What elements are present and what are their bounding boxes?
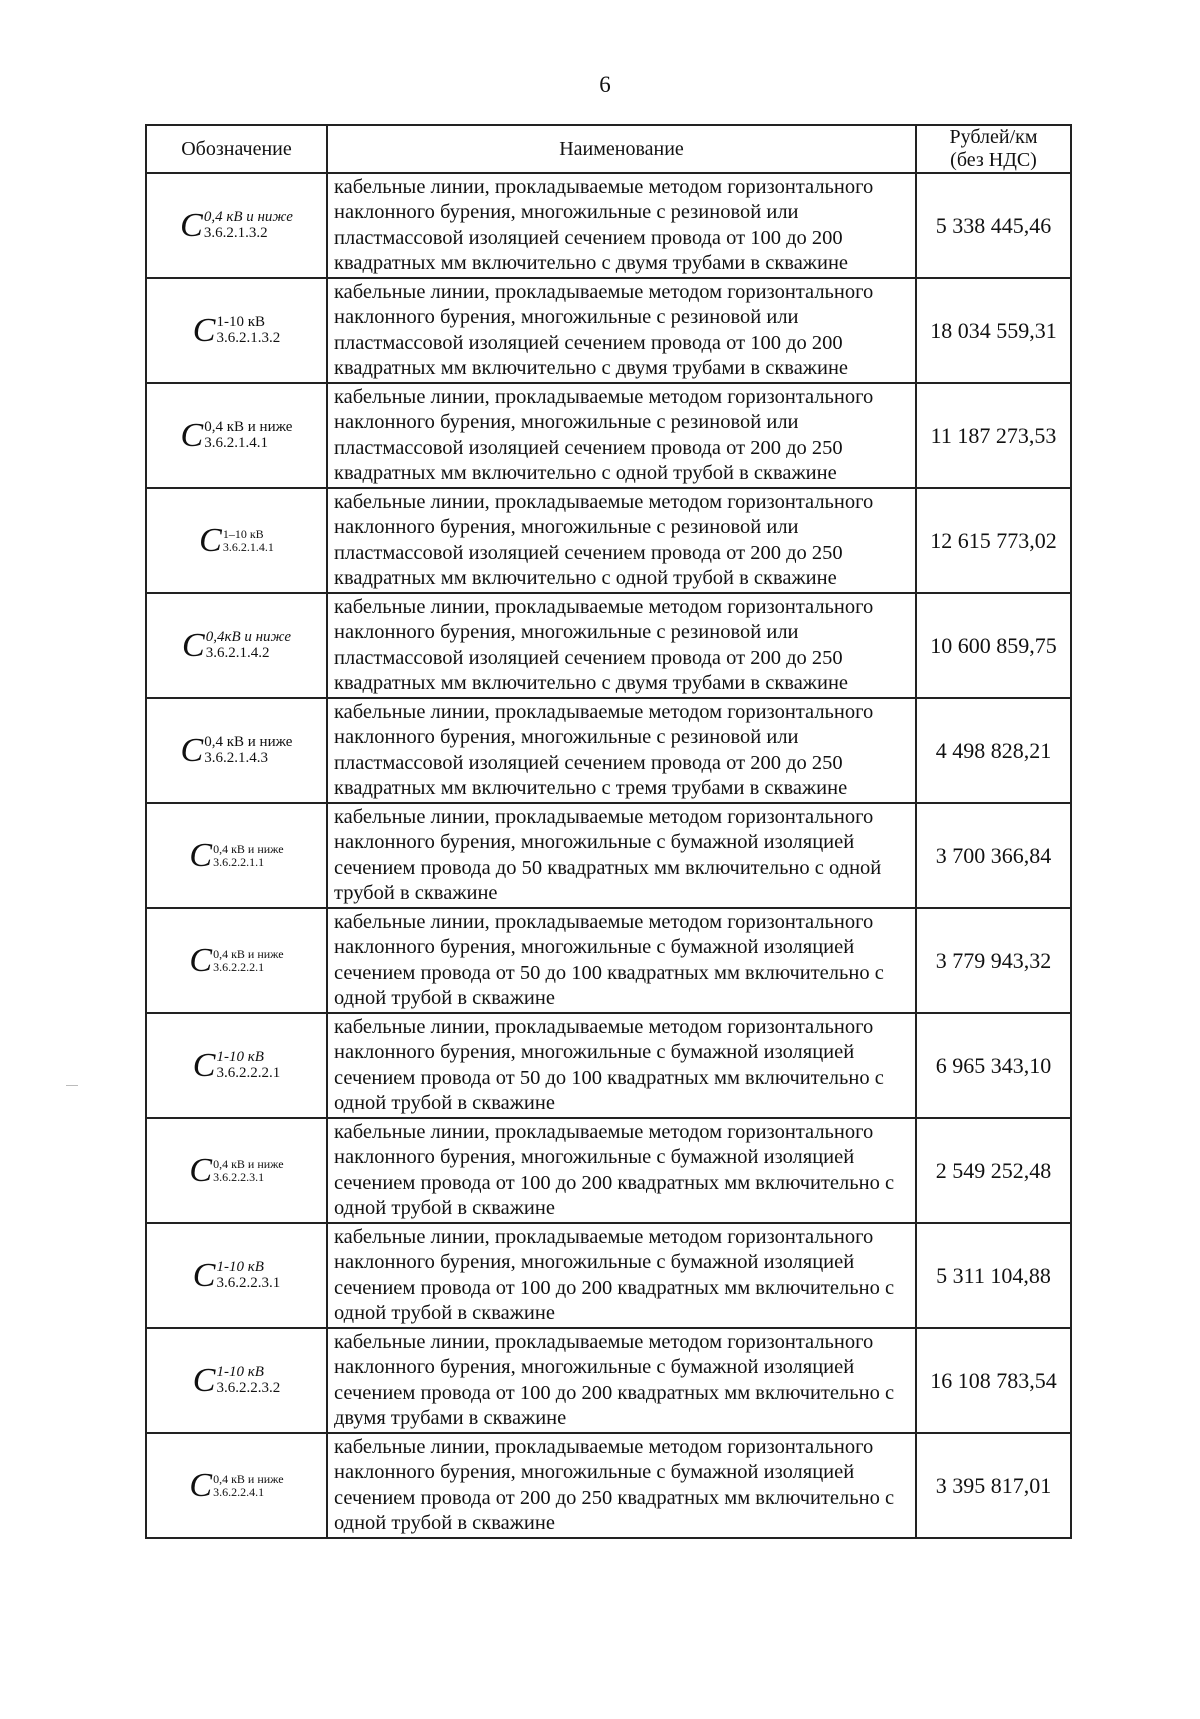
voltage-superscript: 0,4 кВ и ниже — [213, 1471, 284, 1486]
voltage-superscript: 0,4 кВ и ниже — [204, 733, 293, 750]
designation-cell — [146, 1433, 327, 1538]
table-row — [146, 1433, 1071, 1538]
designation-symbol — [189, 941, 284, 979]
designation-cell — [146, 1223, 327, 1328]
designation-symbol — [180, 731, 293, 769]
code-subscript: 3.6.2.1.4.1 — [222, 539, 274, 554]
price-cell: 3 395 817,01 — [916, 1433, 1071, 1538]
symbol-c: C — [182, 626, 205, 664]
name-cell: кабельные линии, прокладываемые методом горизонтального наклонного бурения, многожильные с бумажной изоляцией сечением провода от 50 до 100 квадратных мм включительно с одной трубой в скважине — [327, 908, 916, 1013]
price-cell: 3 779 943,32 — [916, 908, 1071, 1013]
name-cell: кабельные линии, прокладываемые методом горизонтального наклонного бурения, многожильные с резиновой или пластмассовой изоляцией сечением провода от 200 до 250 квадратных мм включительно с двумя трубами в скважине — [327, 593, 916, 698]
symbol-c: C — [199, 521, 222, 559]
designation-cell — [146, 278, 327, 383]
designation-cell — [146, 488, 327, 593]
designation-cell — [146, 1118, 327, 1223]
tariff-table — [145, 124, 1072, 1539]
voltage-superscript: 0,4 кВ и ниже — [204, 418, 293, 435]
table-row — [146, 1013, 1071, 1118]
price-cell: 10 600 859,75 — [916, 593, 1071, 698]
symbol-c: C — [192, 311, 216, 349]
table-row — [146, 698, 1071, 803]
table-header-row — [146, 125, 1071, 173]
table-row — [146, 383, 1071, 488]
symbol-c: C — [180, 206, 203, 244]
code-subscript: 3.6.2.2.2.1 — [213, 959, 265, 974]
symbol-c: C — [189, 836, 213, 874]
name-cell: кабельные линии, прокладываемые методом горизонтального наклонного бурения, многожильные с резиновой или пластмассовой изоляцией сечением провода от 100 до 200 квадратных мм включительно с двумя трубами в скважине — [327, 173, 916, 278]
table-row — [146, 278, 1071, 383]
designation-symbol — [189, 1151, 284, 1189]
price-cell: 12 615 773,02 — [916, 488, 1071, 593]
table-row — [146, 173, 1071, 278]
header-name: Наименование — [327, 125, 916, 173]
code-subscript: 3.6.2.1.3.2 — [203, 224, 268, 241]
code-subscript: 3.6.2.2.1.1 — [213, 854, 265, 869]
code-subscript: 3.6.2.1.3.2 — [216, 329, 281, 346]
code-subscript: 3.6.2.1.4.3 — [204, 749, 268, 766]
symbol-c: C — [189, 1151, 213, 1189]
name-cell: кабельные линии, прокладываемые методом горизонтального наклонного бурения, многожильные с бумажной изоляцией сечением провода от 50 до 100 квадратных мм включительно с одной трубой в скважине — [327, 1013, 916, 1118]
designation-cell — [146, 1328, 327, 1433]
table-row — [146, 803, 1071, 908]
table-row — [146, 1118, 1071, 1223]
voltage-superscript: 1-10 кВ — [216, 1048, 264, 1065]
symbol-c: C — [189, 1466, 213, 1504]
price-cell: 4 498 828,21 — [916, 698, 1071, 803]
designation-cell — [146, 803, 327, 908]
voltage-superscript: 0,4 кВ и ниже — [203, 208, 293, 225]
symbol-c: C — [180, 416, 204, 454]
voltage-superscript: 0,4кВ и ниже — [205, 628, 291, 645]
page-number: 6 — [599, 72, 611, 97]
designation-symbol — [180, 206, 293, 244]
code-subscript: 3.6.2.1.4.1 — [204, 434, 268, 451]
designation-symbol — [182, 626, 291, 664]
header-price — [916, 125, 1071, 173]
designation-symbol — [180, 416, 293, 454]
name-cell: кабельные линии, прокладываемые методом горизонтального наклонного бурения, многожильные с резиновой или пластмассовой изоляцией сечением провода от 200 до 250 квадратных мм включительно с тремя трубами в скважине — [327, 698, 916, 803]
designation-cell — [146, 173, 327, 278]
name-cell: кабельные линии, прокладываемые методом горизонтального наклонного бурения, многожильные с резиновой или пластмассовой изоляцией сечением провода от 100 до 200 квадратных мм включительно с двумя трубами в скважине — [327, 278, 916, 383]
voltage-superscript: 0,4 кВ и ниже — [213, 946, 284, 961]
symbol-c: C — [192, 1046, 216, 1084]
voltage-superscript: 1-10 кВ — [216, 313, 266, 330]
price-cell: 5 338 445,46 — [916, 173, 1071, 278]
designation-symbol — [189, 836, 284, 874]
symbol-c: C — [192, 1256, 216, 1294]
designation-cell — [146, 908, 327, 1013]
name-cell: кабельные линии, прокладываемые методом горизонтального наклонного бурения, многожильные с бумажной изоляцией сечением провода от 100 до 200 квадратных мм включительно с двумя трубами в скважине — [327, 1328, 916, 1433]
voltage-superscript: 0,4 кВ и ниже — [213, 1156, 284, 1171]
symbol-c: C — [189, 941, 213, 979]
name-cell: кабельные линии, прокладываемые методом горизонтального наклонного бурения, многожильные с бумажной изоляцией сечением провода до 50 квадратных мм включительно с одной трубой в скважине — [327, 803, 916, 908]
code-subscript: 3.6.2.1.4.2 — [205, 644, 270, 661]
price-cell: 3 700 366,84 — [916, 803, 1071, 908]
name-cell: кабельные линии, прокладываемые методом горизонтального наклонного бурения, многожильные с резиновой или пластмассовой изоляцией сечением провода от 200 до 250 квадратных мм включительно с одной трубой в скважине — [327, 383, 916, 488]
code-subscript: 3.6.2.2.3.2 — [216, 1379, 281, 1396]
designation-symbol — [189, 1466, 284, 1504]
price-cell: 18 034 559,31 — [916, 278, 1071, 383]
code-subscript: 3.6.2.2.2.1 — [216, 1064, 281, 1081]
table-row — [146, 1328, 1071, 1433]
designation-cell — [146, 698, 327, 803]
price-cell: 2 549 252,48 — [916, 1118, 1071, 1223]
table-row — [146, 1223, 1071, 1328]
code-subscript: 3.6.2.2.4.1 — [213, 1484, 265, 1499]
name-cell: кабельные линии, прокладываемые методом горизонтального наклонного бурения, многожильные с бумажной изоляцией сечением провода от 100 до 200 квадратных мм включительно с одной трубой в скважине — [327, 1223, 916, 1328]
table-row — [146, 488, 1071, 593]
table-row — [146, 908, 1071, 1013]
voltage-superscript: 0,4 кВ и ниже — [213, 841, 284, 856]
designation-symbol — [192, 1256, 281, 1294]
price-cell: 5 311 104,88 — [916, 1223, 1071, 1328]
header-price-line1: Рублей/км — [949, 126, 1038, 148]
voltage-superscript: 1–10 кВ — [222, 526, 264, 541]
designation-cell — [146, 1013, 327, 1118]
table-row — [146, 593, 1071, 698]
designation-symbol — [192, 311, 281, 349]
designation-cell — [146, 383, 327, 488]
name-cell: кабельные линии, прокладываемые методом горизонтального наклонного бурения, многожильные с бумажной изоляцией сечением провода от 200 до 250 квадратных мм включительно с одной трубой в скважине — [327, 1433, 916, 1538]
price-cell: 16 108 783,54 — [916, 1328, 1071, 1433]
price-cell: 6 965 343,10 — [916, 1013, 1071, 1118]
code-subscript: 3.6.2.2.3.1 — [213, 1169, 265, 1184]
name-cell: кабельные линии, прокладываемые методом горизонтального наклонного бурения, многожильные с бумажной изоляцией сечением провода от 100 до 200 квадратных мм включительно с одной трубой в скважине — [327, 1118, 916, 1223]
designation-symbol — [199, 521, 274, 559]
voltage-superscript: 1-10 кВ — [216, 1363, 264, 1380]
name-cell: кабельные линии, прокладываемые методом горизонтального наклонного бурения, многожильные с резиновой или пластмассовой изоляцией сечением провода от 200 до 250 квадратных мм включительно с одной трубой в скважине — [327, 488, 916, 593]
designation-symbol — [192, 1361, 281, 1399]
price-cell: 11 187 273,53 — [916, 383, 1071, 488]
header-price-line2: (без НДС) — [950, 149, 1037, 171]
designation-cell — [146, 593, 327, 698]
symbol-c: C — [180, 731, 204, 769]
symbol-c: C — [192, 1361, 216, 1399]
code-subscript: 3.6.2.2.3.1 — [216, 1274, 281, 1291]
header-designation: Обозначение — [146, 125, 327, 173]
margin-mark — [66, 1085, 78, 1086]
voltage-superscript: 1-10 кВ — [216, 1258, 264, 1275]
designation-symbol — [192, 1046, 281, 1084]
